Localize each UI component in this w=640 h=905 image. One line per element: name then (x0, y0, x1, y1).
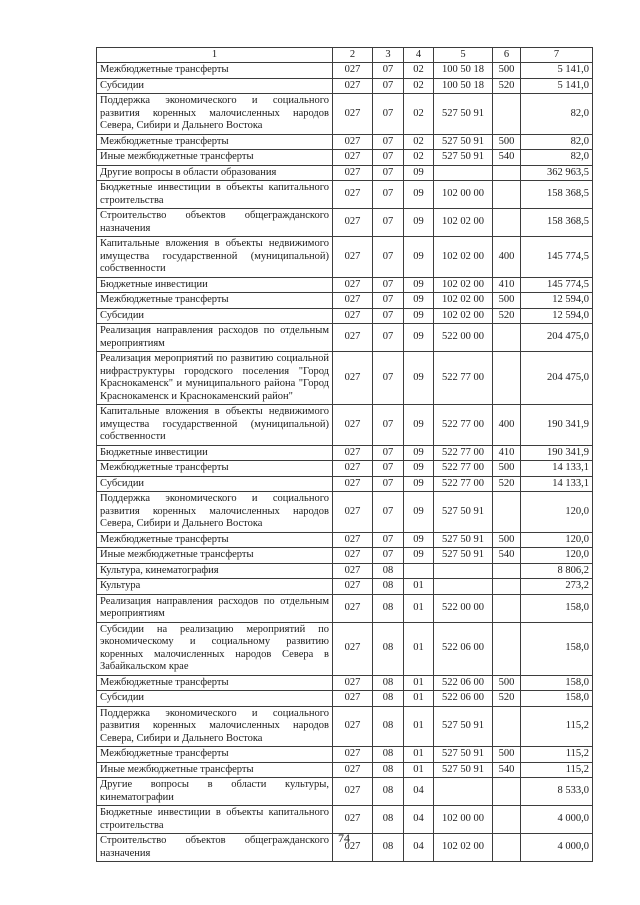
cell-target-article: 522 77 00 (434, 476, 493, 492)
table-header (97, 48, 593, 63)
cell-target-article: 102 00 00 (434, 806, 493, 834)
cell-amount: 12 594,0 (521, 308, 593, 324)
cell-section-code: 07 (373, 405, 404, 446)
cell-target-article (434, 579, 493, 595)
cell-target-article: 522 77 00 (434, 445, 493, 461)
cell-grbs-code: 027 (333, 461, 373, 477)
cell-target-article: 102 02 00 (434, 293, 493, 309)
table-row (97, 622, 593, 675)
cell-subsection-code: 01 (404, 594, 434, 622)
cell-section-code: 08 (373, 778, 404, 806)
cell-expense-type: 520 (493, 476, 521, 492)
cell-expense-name: Межбюджетные трансферты (97, 675, 333, 691)
table-row (97, 324, 593, 352)
cell-subsection-code: 01 (404, 622, 434, 675)
cell-section-code: 08 (373, 691, 404, 707)
cell-amount: 115,2 (521, 706, 593, 747)
table-row (97, 352, 593, 405)
cell-subsection-code: 09 (404, 461, 434, 477)
column-header-7: 7 (521, 48, 593, 63)
cell-section-code: 08 (373, 563, 404, 579)
cell-subsection-code: 02 (404, 63, 434, 79)
cell-expense-name: Субсидии на реализацию мероприятий по экономическому и социальному развитию коренных малочисленных народов Севера в Забайкальском крае (97, 622, 333, 675)
cell-target-article (434, 165, 493, 181)
cell-amount: 82,0 (521, 134, 593, 150)
table-row (97, 476, 593, 492)
cell-subsection-code: 09 (404, 237, 434, 278)
cell-amount: 82,0 (521, 94, 593, 135)
cell-expense-type: 520 (493, 308, 521, 324)
cell-subsection-code: 09 (404, 277, 434, 293)
cell-amount: 8 533,0 (521, 778, 593, 806)
cell-expense-type (493, 165, 521, 181)
cell-grbs-code: 027 (333, 622, 373, 675)
cell-target-article: 102 02 00 (434, 308, 493, 324)
cell-grbs-code: 027 (333, 352, 373, 405)
cell-grbs-code: 027 (333, 405, 373, 446)
column-header-6: 6 (493, 48, 521, 63)
cell-section-code: 07 (373, 352, 404, 405)
cell-amount: 115,2 (521, 747, 593, 763)
cell-grbs-code: 027 (333, 293, 373, 309)
cell-target-article: 527 50 91 (434, 747, 493, 763)
table-body (97, 63, 593, 862)
cell-target-article: 522 77 00 (434, 405, 493, 446)
cell-subsection-code: 02 (404, 94, 434, 135)
cell-expense-name: Другие вопросы в области культуры, кинематографии (97, 778, 333, 806)
cell-grbs-code: 027 (333, 308, 373, 324)
cell-amount: 12 594,0 (521, 293, 593, 309)
cell-target-article: 522 00 00 (434, 324, 493, 352)
cell-expense-type (493, 352, 521, 405)
cell-amount: 82,0 (521, 150, 593, 166)
cell-grbs-code: 027 (333, 594, 373, 622)
cell-amount: 204 475,0 (521, 324, 593, 352)
cell-section-code: 08 (373, 834, 404, 862)
cell-expense-name: Капитальные вложения в объекты недвижимого имущества государственной (муниципальной) собственности (97, 405, 333, 446)
cell-target-article: 522 06 00 (434, 675, 493, 691)
cell-amount: 4 000,0 (521, 834, 593, 862)
cell-target-article: 527 50 91 (434, 548, 493, 564)
cell-expense-type: 400 (493, 405, 521, 446)
cell-section-code: 08 (373, 747, 404, 763)
cell-section-code: 07 (373, 293, 404, 309)
cell-subsection-code: 01 (404, 762, 434, 778)
cell-amount: 14 133,1 (521, 461, 593, 477)
cell-section-code: 07 (373, 476, 404, 492)
cell-expense-name: Реализация направления расходов по отдельным мероприятиям (97, 594, 333, 622)
cell-target-article: 527 50 91 (434, 134, 493, 150)
cell-grbs-code: 027 (333, 277, 373, 293)
cell-expense-name: Культура, кинематография (97, 563, 333, 579)
cell-section-code: 08 (373, 706, 404, 747)
cell-subsection-code: 09 (404, 492, 434, 533)
table-row (97, 675, 593, 691)
cell-expense-type (493, 94, 521, 135)
cell-grbs-code: 027 (333, 834, 373, 862)
table-row (97, 706, 593, 747)
table-row (97, 308, 593, 324)
table-row (97, 691, 593, 707)
cell-expense-type: 540 (493, 762, 521, 778)
cell-section-code: 07 (373, 492, 404, 533)
cell-expense-name: Межбюджетные трансферты (97, 532, 333, 548)
cell-grbs-code: 027 (333, 762, 373, 778)
cell-grbs-code: 027 (333, 237, 373, 278)
cell-expense-name: Бюджетные инвестиции в объекты капитального строительства (97, 806, 333, 834)
cell-subsection-code: 09 (404, 548, 434, 564)
cell-expense-name: Межбюджетные трансферты (97, 63, 333, 79)
cell-grbs-code: 027 (333, 63, 373, 79)
cell-amount: 145 774,5 (521, 237, 593, 278)
cell-amount: 5 141,0 (521, 78, 593, 94)
cell-grbs-code: 027 (333, 691, 373, 707)
cell-grbs-code: 027 (333, 78, 373, 94)
cell-expense-type: 500 (493, 293, 521, 309)
page-number: 74 (338, 831, 350, 845)
cell-expense-type: 500 (493, 532, 521, 548)
cell-target-article: 102 02 00 (434, 209, 493, 237)
cell-grbs-code: 027 (333, 548, 373, 564)
budget-table (96, 47, 593, 862)
cell-section-code: 07 (373, 181, 404, 209)
cell-expense-name: Бюджетные инвестиции (97, 277, 333, 293)
cell-subsection-code: 01 (404, 579, 434, 595)
cell-target-article: 102 02 00 (434, 237, 493, 278)
column-header-2: 2 (333, 48, 373, 63)
cell-expense-name: Поддержка экономического и социального развития коренных малочисленных народов Севера, Сибири и Дальнего Востока (97, 706, 333, 747)
cell-grbs-code: 027 (333, 150, 373, 166)
cell-expense-type (493, 563, 521, 579)
cell-amount: 5 141,0 (521, 63, 593, 79)
table-row (97, 594, 593, 622)
cell-amount: 8 806,2 (521, 563, 593, 579)
cell-target-article: 522 00 00 (434, 594, 493, 622)
table-row (97, 150, 593, 166)
cell-expense-type: 540 (493, 150, 521, 166)
cell-subsection-code: 04 (404, 806, 434, 834)
cell-expense-name: Бюджетные инвестиции в объекты капитального строительства (97, 181, 333, 209)
cell-target-article: 527 50 91 (434, 706, 493, 747)
cell-grbs-code: 027 (333, 181, 373, 209)
cell-expense-type: 500 (493, 134, 521, 150)
cell-grbs-code: 027 (333, 492, 373, 533)
table-row (97, 78, 593, 94)
table-row (97, 237, 593, 278)
cell-expense-name: Субсидии (97, 78, 333, 94)
table-row (97, 445, 593, 461)
table-row (97, 405, 593, 446)
cell-expense-name: Иные межбюджетные трансферты (97, 762, 333, 778)
cell-section-code: 07 (373, 308, 404, 324)
cell-subsection-code: 01 (404, 706, 434, 747)
cell-expense-name: Иные межбюджетные трансферты (97, 548, 333, 564)
cell-section-code: 07 (373, 548, 404, 564)
cell-expense-type (493, 594, 521, 622)
cell-amount: 190 341,9 (521, 405, 593, 446)
cell-subsection-code: 09 (404, 445, 434, 461)
cell-section-code: 08 (373, 579, 404, 595)
cell-expense-type: 520 (493, 691, 521, 707)
cell-grbs-code: 027 (333, 778, 373, 806)
cell-subsection-code: 01 (404, 691, 434, 707)
table-row (97, 293, 593, 309)
table-row (97, 762, 593, 778)
cell-section-code: 08 (373, 806, 404, 834)
cell-subsection-code: 09 (404, 352, 434, 405)
cell-expense-type: 520 (493, 78, 521, 94)
cell-grbs-code: 027 (333, 165, 373, 181)
cell-subsection-code: 09 (404, 181, 434, 209)
cell-expense-name: Межбюджетные трансферты (97, 747, 333, 763)
cell-expense-type: 500 (493, 675, 521, 691)
cell-expense-name: Строительство объектов общегражданского назначения (97, 209, 333, 237)
cell-section-code: 07 (373, 237, 404, 278)
cell-expense-name: Другие вопросы в области образования (97, 165, 333, 181)
table-row (97, 165, 593, 181)
cell-section-code: 07 (373, 532, 404, 548)
cell-amount: 158,0 (521, 622, 593, 675)
cell-amount: 120,0 (521, 532, 593, 548)
cell-expense-type: 540 (493, 548, 521, 564)
cell-target-article: 527 50 91 (434, 762, 493, 778)
cell-amount: 158,0 (521, 594, 593, 622)
cell-target-article: 100 50 18 (434, 63, 493, 79)
cell-section-code: 07 (373, 150, 404, 166)
cell-grbs-code: 027 (333, 476, 373, 492)
cell-subsection-code: 01 (404, 675, 434, 691)
table-row (97, 778, 593, 806)
table-row (97, 209, 593, 237)
cell-subsection-code: 09 (404, 476, 434, 492)
table-row (97, 181, 593, 209)
cell-section-code: 07 (373, 277, 404, 293)
cell-grbs-code: 027 (333, 532, 373, 548)
cell-subsection-code: 09 (404, 532, 434, 548)
cell-expense-name: Поддержка экономического и социального развития коренных малочисленных народов Севера, Сибири и Дальнего Востока (97, 94, 333, 135)
table-row (97, 747, 593, 763)
cell-expense-type (493, 209, 521, 237)
cell-target-article: 522 77 00 (434, 461, 493, 477)
cell-expense-name: Субсидии (97, 476, 333, 492)
table-row (97, 277, 593, 293)
cell-amount: 158,0 (521, 675, 593, 691)
cell-expense-name: Субсидии (97, 691, 333, 707)
cell-section-code: 07 (373, 209, 404, 237)
cell-expense-name: Поддержка экономического и социального развития коренных малочисленных народов Севера, Сибири и Дальнего Востока (97, 492, 333, 533)
cell-grbs-code: 027 (333, 747, 373, 763)
cell-grbs-code: 027 (333, 706, 373, 747)
cell-subsection-code: 04 (404, 834, 434, 862)
cell-section-code: 07 (373, 445, 404, 461)
cell-grbs-code: 027 (333, 579, 373, 595)
cell-subsection-code: 09 (404, 209, 434, 237)
cell-grbs-code: 027 (333, 94, 373, 135)
cell-grbs-code: 027 (333, 209, 373, 237)
cell-expense-type: 410 (493, 445, 521, 461)
cell-expense-type (493, 181, 521, 209)
cell-grbs-code: 027 (333, 445, 373, 461)
column-header-1: 1 (97, 48, 333, 63)
table-row (97, 94, 593, 135)
cell-expense-type (493, 778, 521, 806)
cell-expense-type (493, 706, 521, 747)
cell-expense-name: Межбюджетные трансферты (97, 461, 333, 477)
cell-target-article: 522 06 00 (434, 691, 493, 707)
cell-expense-type (493, 806, 521, 834)
cell-expense-type (493, 492, 521, 533)
table-row (97, 492, 593, 533)
cell-subsection-code: 09 (404, 293, 434, 309)
cell-target-article: 100 50 18 (434, 78, 493, 94)
header-row (97, 48, 593, 63)
cell-amount: 120,0 (521, 492, 593, 533)
cell-subsection-code: 04 (404, 778, 434, 806)
cell-expense-name: Бюджетные инвестиции (97, 445, 333, 461)
cell-subsection-code: 09 (404, 308, 434, 324)
table-row (97, 806, 593, 834)
table-row (97, 134, 593, 150)
cell-section-code: 08 (373, 594, 404, 622)
cell-expense-name: Капитальные вложения в объекты недвижимого имущества государственной (муниципальной) собственности (97, 237, 333, 278)
cell-amount: 204 475,0 (521, 352, 593, 405)
cell-expense-name: Иные межбюджетные трансферты (97, 150, 333, 166)
cell-section-code: 07 (373, 78, 404, 94)
cell-target-article: 522 77 00 (434, 352, 493, 405)
cell-subsection-code: 09 (404, 405, 434, 446)
cell-expense-type: 500 (493, 63, 521, 79)
cell-expense-type (493, 579, 521, 595)
cell-subsection-code: 02 (404, 78, 434, 94)
cell-amount: 158,0 (521, 691, 593, 707)
cell-expense-type (493, 622, 521, 675)
cell-subsection-code: 01 (404, 747, 434, 763)
cell-target-article: 527 50 91 (434, 94, 493, 135)
cell-target-article: 527 50 91 (434, 492, 493, 533)
cell-amount: 158 368,5 (521, 181, 593, 209)
cell-target-article: 522 06 00 (434, 622, 493, 675)
cell-subsection-code: 09 (404, 165, 434, 181)
cell-amount: 120,0 (521, 548, 593, 564)
table-row (97, 548, 593, 564)
cell-expense-name: Субсидии (97, 308, 333, 324)
cell-amount: 4 000,0 (521, 806, 593, 834)
column-header-4: 4 (404, 48, 434, 63)
cell-target-article: 102 02 00 (434, 277, 493, 293)
cell-section-code: 07 (373, 94, 404, 135)
cell-subsection-code: 09 (404, 324, 434, 352)
cell-expense-type (493, 324, 521, 352)
cell-subsection-code: 02 (404, 150, 434, 166)
cell-expense-name: Строительство объектов общегражданского назначения (97, 834, 333, 862)
cell-target-article: 527 50 91 (434, 150, 493, 166)
table-row (97, 532, 593, 548)
table-row (97, 63, 593, 79)
cell-amount: 190 341,9 (521, 445, 593, 461)
column-header-3: 3 (373, 48, 404, 63)
cell-grbs-code: 027 (333, 563, 373, 579)
cell-target-article: 102 00 00 (434, 181, 493, 209)
cell-amount: 158 368,5 (521, 209, 593, 237)
cell-expense-name: Межбюджетные трансферты (97, 293, 333, 309)
cell-section-code: 07 (373, 134, 404, 150)
cell-expense-type: 410 (493, 277, 521, 293)
cell-amount: 115,2 (521, 762, 593, 778)
cell-grbs-code: 027 (333, 806, 373, 834)
cell-section-code: 08 (373, 762, 404, 778)
table-row (97, 563, 593, 579)
cell-amount: 145 774,5 (521, 277, 593, 293)
cell-expense-type: 400 (493, 237, 521, 278)
cell-section-code: 08 (373, 622, 404, 675)
cell-expense-type: 500 (493, 747, 521, 763)
cell-section-code: 07 (373, 324, 404, 352)
table-row (97, 579, 593, 595)
cell-section-code: 07 (373, 165, 404, 181)
cell-target-article: 527 50 91 (434, 532, 493, 548)
column-header-5: 5 (434, 48, 493, 63)
cell-grbs-code: 027 (333, 324, 373, 352)
cell-expense-type: 500 (493, 461, 521, 477)
cell-target-article: 102 02 00 (434, 834, 493, 862)
cell-grbs-code: 027 (333, 675, 373, 691)
cell-grbs-code: 027 (333, 134, 373, 150)
cell-amount: 273,2 (521, 579, 593, 595)
cell-target-article (434, 778, 493, 806)
cell-section-code: 07 (373, 63, 404, 79)
cell-subsection-code: 02 (404, 134, 434, 150)
cell-expense-name: Реализация мероприятий по развитию социальной нифраструктуры городского поселения "Город Краснокаменск" и муниципального района "Город Краснокаменск и Краснокаменский район" (97, 352, 333, 405)
cell-subsection-code (404, 563, 434, 579)
cell-amount: 362 963,5 (521, 165, 593, 181)
cell-expense-name: Межбюджетные трансферты (97, 134, 333, 150)
cell-target-article (434, 563, 493, 579)
cell-expense-name: Реализация направления расходов по отдельным мероприятиям (97, 324, 333, 352)
cell-section-code: 07 (373, 461, 404, 477)
cell-expense-name: Культура (97, 579, 333, 595)
cell-amount: 14 133,1 (521, 476, 593, 492)
table-row (97, 461, 593, 477)
cell-section-code: 08 (373, 675, 404, 691)
